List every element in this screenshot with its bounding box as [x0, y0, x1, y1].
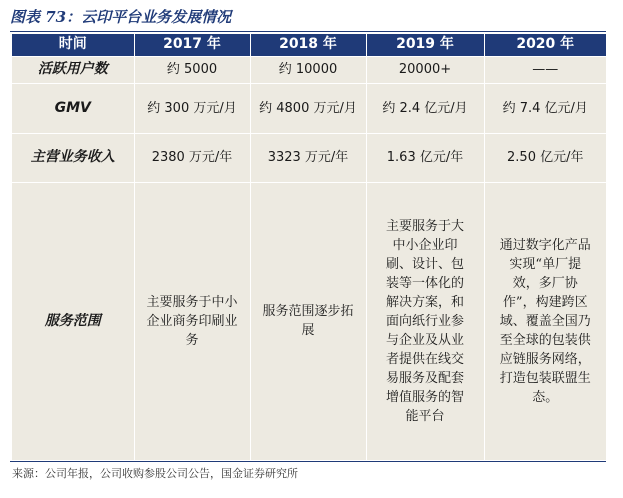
business-table: [12, 34, 606, 461]
header-cell-2018: 2018 年: [250, 34, 366, 56]
table-cell: 约 2.4 亿元/月: [366, 83, 484, 133]
table-row-gmv: [12, 83, 606, 133]
row-label-revenue: 主营业务收入: [12, 133, 134, 182]
table-cell: [250, 182, 366, 460]
table-cell: 约 300 万元/月: [134, 83, 250, 133]
row-label-gmv: GMV: [12, 83, 134, 133]
table-cell: 约 7.4 亿元/月: [484, 83, 606, 133]
header-row: [12, 34, 606, 56]
table-cell: [134, 182, 250, 460]
table-cell: [484, 182, 606, 460]
row-label-active-users: 活跃用户数: [12, 56, 134, 83]
table-cell: ——: [484, 56, 606, 83]
header-cell-time: 时间: [12, 34, 134, 56]
row-label-scope: 服务范围: [12, 182, 134, 460]
table-cell: 2380 万元/年: [134, 133, 250, 182]
table-cell: 约 4800 万元/月: [250, 83, 366, 133]
table-row-scope: [12, 182, 606, 460]
scope-text-2017: 主要服务于中小企业商务印刷业务: [146, 294, 238, 348]
header-cell-2020: 2020 年: [484, 34, 606, 56]
table-cell: 1.63 亿元/年: [366, 133, 484, 182]
scope-text-2018: 服务范围逐步拓展: [262, 304, 354, 338]
table-cell: 3323 万元/年: [250, 133, 366, 182]
title-divider: [10, 31, 606, 32]
source-note: 来源：公司年报，公司收购参股公司公告，国金证券研究所: [12, 467, 298, 480]
figure-title: 图表 73：云印平台业务发展情况: [10, 8, 232, 26]
scope-text-2019: 主要服务于大中小企业印刷、设计、包装等一体化的解决方案，和面向纸行业参与企业及从业者提供在线交易服务及配套增值服务的智能平台: [385, 218, 464, 424]
header-cell-2017: 2017 年: [134, 34, 250, 56]
table-row-revenue: [12, 133, 606, 182]
table-cell: 约 5000: [134, 56, 250, 83]
source-divider: [10, 461, 606, 462]
scope-text-2020: 通过数字化产品实现“单厂提效，多厂协作”，构建跨区域、覆盖全国乃至全球的包装供应链服务网络，打造包装联盟生态。: [499, 237, 591, 405]
header-cell-2019: 2019 年: [366, 34, 484, 56]
table-cell: 2.50 亿元/年: [484, 133, 606, 182]
table-cell: 约 10000: [250, 56, 366, 83]
table-cell: [366, 182, 484, 460]
table-cell: 20000+: [366, 56, 484, 83]
table-row-active-users: [12, 56, 606, 83]
